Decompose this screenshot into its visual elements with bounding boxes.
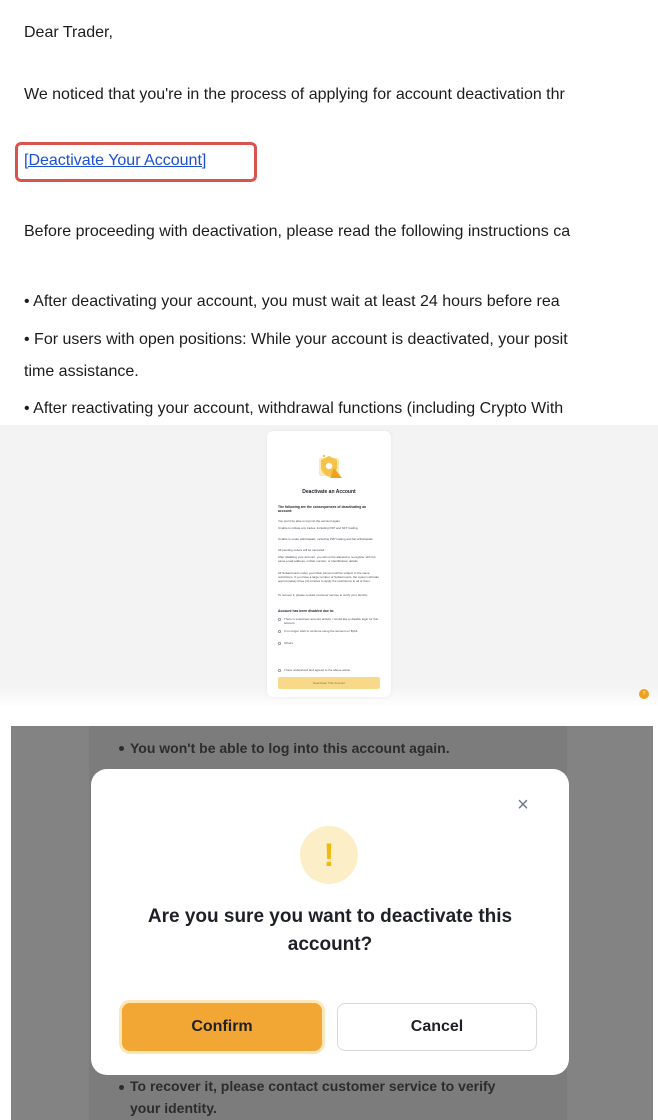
close-icon[interactable]: × bbox=[517, 794, 529, 816]
bullet-dot-icon bbox=[119, 1085, 124, 1090]
email-bullet: • After reactivating your account, withdrawal functions (including Crypto With bbox=[24, 400, 564, 417]
email-intro: We noticed that you're in the process of applying for account deactivation thr bbox=[24, 86, 565, 103]
deactivate-this-account-button[interactable]: Deactivate This Account bbox=[278, 677, 380, 689]
email-instructions: Before proceeding with deactivation, please read the following instructions ca bbox=[24, 223, 571, 240]
background-list-item-continuation: your identity. bbox=[130, 1100, 217, 1116]
shield-illustration-icon bbox=[315, 452, 345, 480]
reason-checkbox[interactable] bbox=[278, 618, 281, 621]
reason-checkbox[interactable] bbox=[278, 630, 281, 633]
consequence-item: You won't be able to log into the account again. bbox=[278, 519, 341, 523]
consequence-item: Unable to initiate any trades, including P2P and NFT trading. bbox=[278, 526, 359, 530]
dialog-title-line: Are you sure you want to deactivate this bbox=[147, 906, 513, 927]
confirm-dialog bbox=[91, 769, 569, 1075]
email-greeting: Dear Trader, bbox=[24, 24, 113, 41]
reason-checkbox[interactable] bbox=[278, 642, 281, 645]
agree-checkbox[interactable] bbox=[278, 669, 281, 672]
exclamation-icon: ! bbox=[323, 837, 335, 873]
email-panel bbox=[0, 0, 658, 425]
background-list-item: You won't be able to log into this account again. bbox=[130, 740, 450, 756]
cancel-button[interactable]: Cancel bbox=[337, 1003, 537, 1051]
reason-label: It no longer wish to continue using the account on Bybit. bbox=[284, 629, 359, 633]
deactivate-account-link[interactable]: [Deactivate Your Account] bbox=[24, 152, 207, 169]
consequence-item: To recover it, please contact customer service to verify your identity. bbox=[278, 593, 368, 597]
consequence-item: All Subaccounts under your Main Account will be subject to the same restrictions. If you have a large number of Subaccounts, the system will take approximately three (3) minutes to apply the restrictions to all of them. bbox=[278, 571, 380, 583]
dialog-title-line: account? bbox=[287, 934, 373, 955]
email-bullet: • After deactivating your account, you must wait at least 24 hours before rea bbox=[24, 293, 560, 310]
email-bullet: • For users with open positions: While your account is deactivated, your posit bbox=[24, 331, 568, 348]
deactivate-account-card bbox=[267, 431, 391, 697]
consequence-item: All pending orders will be canceled. bbox=[278, 548, 326, 552]
deactivation-form-screenshot bbox=[0, 425, 658, 708]
confirm-modal-screenshot bbox=[11, 726, 653, 1120]
background-list-item: To recover it, please contact customer service to verify bbox=[130, 1078, 496, 1094]
form-title: Deactivate an Account bbox=[302, 489, 356, 495]
reason-label: There is suspicious account activity. I would like to disable login for this account. bbox=[284, 617, 378, 625]
help-badge-icon[interactable]: ? bbox=[639, 689, 649, 699]
warning-icon bbox=[300, 826, 358, 884]
consequence-item: Unable to make withdrawals, including P2P trading and fiat withdrawals. bbox=[278, 537, 374, 541]
bullet-dot-icon bbox=[119, 746, 124, 751]
consequences-heading: The following are the consequences of deactivating an account: bbox=[278, 505, 367, 513]
reason-label: Others bbox=[284, 641, 294, 645]
confirm-button[interactable]: Confirm bbox=[122, 1003, 322, 1051]
consequence-item: After disabling your account, you will not be allowed to re-register with the same email address, mobile number, or identification details. bbox=[278, 555, 376, 563]
email-bullet-continuation: time assistance. bbox=[24, 363, 139, 380]
agree-label: I have understood and agreed to the above action. bbox=[284, 668, 352, 672]
dialog-title bbox=[121, 903, 539, 959]
reasons-heading: Account has been disabled due to: bbox=[278, 609, 335, 613]
